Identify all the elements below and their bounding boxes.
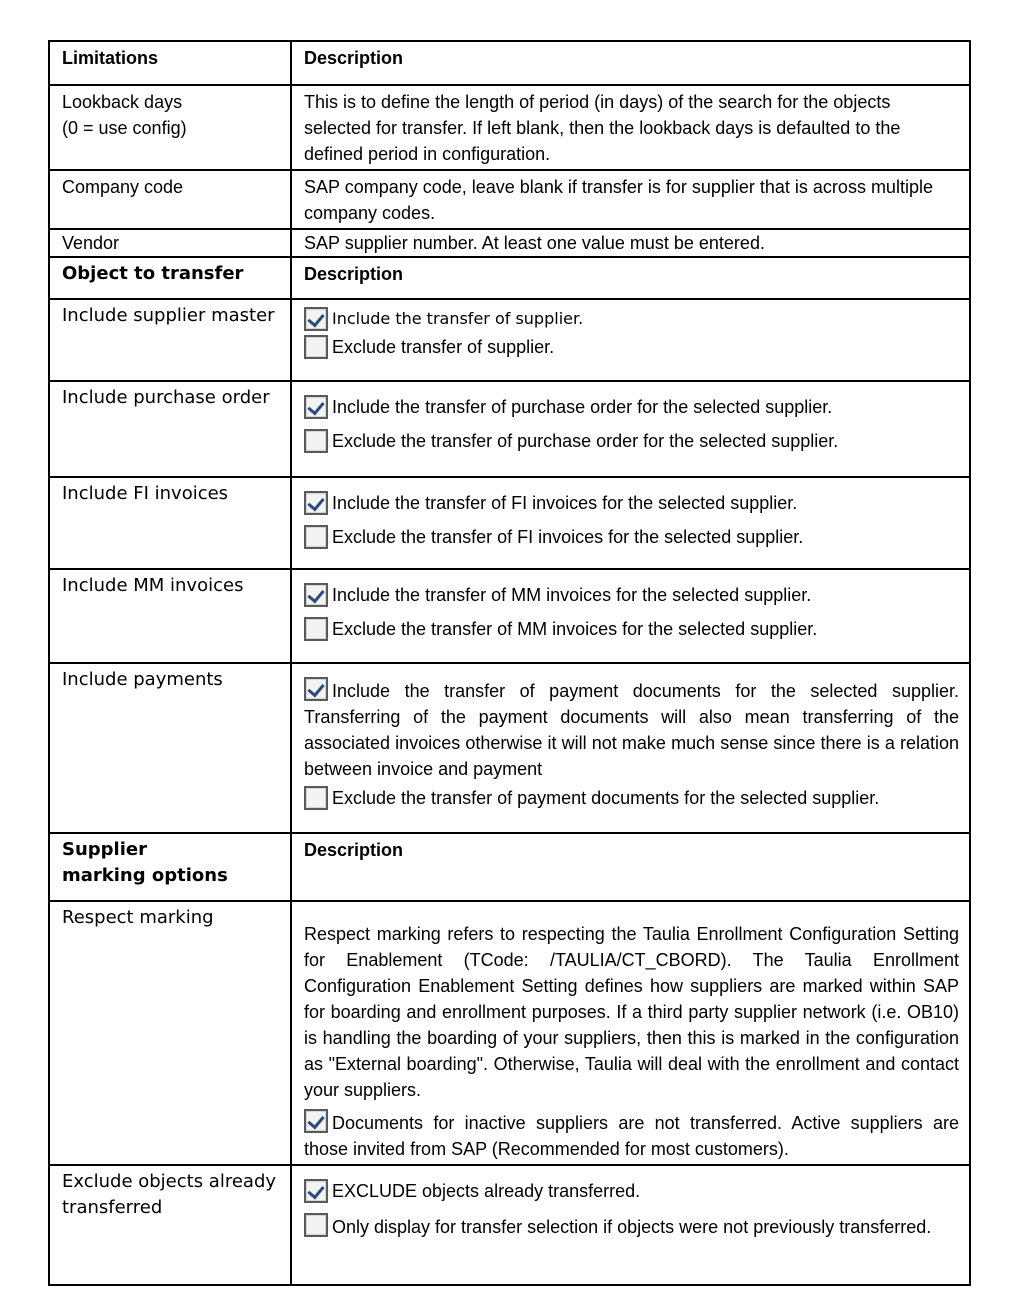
- table-row: [49, 569, 970, 663]
- row-options: [291, 663, 970, 833]
- option-text: Exclude the transfer of FI invoices for the selected supplier.: [332, 527, 804, 547]
- section-header-supplier-marking: [49, 833, 291, 901]
- option-unchecked: [304, 1213, 959, 1240]
- row-label-include-mm-invoices: Include MM invoices: [49, 569, 291, 663]
- checkbox-unchecked-icon[interactable]: [304, 525, 328, 549]
- table-row: [49, 833, 970, 901]
- option-text: Exclude the transfer of MM invoices for the selected supplier.: [332, 619, 818, 639]
- row-description: This is to define the length of period (in days) of the search for the objects selected for transfer. If left blank, then the lookback days is defaulted to the defined period in configuration.: [291, 85, 970, 170]
- row-label-exclude-objects-already-transferred: [49, 1165, 291, 1285]
- column-header-description: Description: [291, 833, 970, 901]
- option-text: Include the transfer of FI invoices for the selected supplier.: [332, 493, 798, 513]
- row-label-lookback-days: [49, 85, 291, 170]
- option-unchecked: [304, 617, 959, 641]
- section-header-object-to-transfer: Object to transfer: [49, 257, 291, 299]
- option-text: Include the transfer of purchase order for the selected supplier.: [332, 397, 833, 417]
- row-label-vendor: Vendor: [49, 229, 291, 257]
- checkbox-unchecked-icon[interactable]: [304, 1213, 328, 1237]
- row-description: SAP company code, leave blank if transfer is for supplier that is across multiple company codes.: [291, 170, 970, 229]
- option-unchecked: [304, 786, 959, 810]
- column-header-description: Description: [291, 257, 970, 299]
- table-row: [49, 299, 970, 381]
- option-checked: [304, 395, 959, 419]
- checkbox-checked-icon[interactable]: [304, 1109, 328, 1133]
- checkbox-checked-icon[interactable]: [304, 395, 328, 419]
- option-text: Include the transfer of payment documents for the selected supplier. Transferring of the payment documents will also mean transferring of the associated invoices otherwise it will not make much sense since there is a relation between invoice and payment: [304, 681, 959, 779]
- option-text: Only display for transfer selection if objects were not previously transferred.: [332, 1217, 932, 1237]
- table-row: [49, 477, 970, 569]
- table-row: [49, 85, 970, 170]
- checkbox-checked-icon[interactable]: [304, 677, 328, 701]
- option-unchecked: [304, 335, 959, 359]
- checkbox-checked-icon[interactable]: [304, 1179, 328, 1203]
- row-options: [291, 1165, 970, 1285]
- column-header-description: Description: [291, 41, 970, 85]
- table-row: [49, 663, 970, 833]
- option-text: Exclude the transfer of payment documents for the selected supplier.: [332, 788, 880, 808]
- row-options: [291, 901, 970, 1165]
- label-line: (0 = use config): [62, 118, 187, 138]
- description-paragraph: Respect marking refers to respecting the Taulia Enrollment Configuration Setting for Enablement (TCode: /TAULIA/CT_CBORD). The Taulia Enrollment Configuration Enablement Setting defines how suppliers are marked within SAP for boarding and enrollment purposes. If a third party supplier network (i.e. OB10) is handling the boarding of your suppliers, then this is marked in the configuration as "External boarding". Otherwise, Taulia will deal with the enrollment and contact your suppliers.: [304, 924, 959, 1100]
- row-options: [291, 477, 970, 569]
- label-line: marking options: [62, 865, 228, 886]
- option-unchecked: [304, 429, 959, 453]
- option-text: Exclude the transfer of purchase order for the selected supplier.: [332, 431, 839, 451]
- option-checked: [304, 491, 959, 515]
- row-description: SAP supplier number. At least one value must be entered.: [291, 229, 970, 257]
- option-checked: [304, 1109, 959, 1162]
- table-row: [49, 41, 970, 85]
- option-text: Include the transfer of MM invoices for the selected supplier.: [332, 585, 812, 605]
- option-text: EXCLUDE objects already transferred.: [332, 1181, 641, 1201]
- table-row: [49, 901, 970, 1165]
- row-options: [291, 569, 970, 663]
- row-options: [291, 381, 970, 477]
- option-checked: [304, 307, 959, 331]
- table-row: [49, 229, 970, 257]
- limitations-table: [48, 40, 971, 1286]
- checkbox-checked-icon[interactable]: [304, 491, 328, 515]
- option-text: Include the transfer of supplier.: [332, 309, 584, 328]
- label-line: transferred: [62, 1197, 163, 1218]
- table-row: [49, 257, 970, 299]
- option-unchecked: [304, 525, 959, 549]
- row-label-include-supplier-master: Include supplier master: [49, 299, 291, 381]
- checkbox-unchecked-icon[interactable]: [304, 335, 328, 359]
- table-row: [49, 1165, 970, 1285]
- table-row: [49, 381, 970, 477]
- option-checked: [304, 583, 959, 607]
- label-line: Exclude objects already: [62, 1171, 277, 1192]
- row-label-respect-marking: Respect marking: [49, 901, 291, 1165]
- row-options: [291, 299, 970, 381]
- checkbox-checked-icon[interactable]: [304, 583, 328, 607]
- checkbox-unchecked-icon[interactable]: [304, 617, 328, 641]
- row-label-include-purchase-order: Include purchase order: [49, 381, 291, 477]
- option-checked: [304, 1179, 959, 1203]
- row-label-include-fi-invoices: Include FI invoices: [49, 477, 291, 569]
- table-row: [49, 170, 970, 229]
- label-line: Supplier: [62, 839, 147, 860]
- row-label-include-payments: Include payments: [49, 663, 291, 833]
- checkbox-unchecked-icon[interactable]: [304, 786, 328, 810]
- option-checked: [304, 677, 959, 782]
- option-text: Exclude transfer of supplier.: [332, 337, 555, 357]
- checkbox-unchecked-icon[interactable]: [304, 429, 328, 453]
- option-text: Documents for inactive suppliers are not transferred. Active suppliers are those invited from SAP (Recommended for most customers).: [304, 1113, 959, 1159]
- row-label-company-code: Company code: [49, 170, 291, 229]
- checkbox-checked-icon[interactable]: [304, 307, 328, 331]
- label-line: Lookback days: [62, 92, 183, 112]
- column-header-limitations: Limitations: [49, 41, 291, 85]
